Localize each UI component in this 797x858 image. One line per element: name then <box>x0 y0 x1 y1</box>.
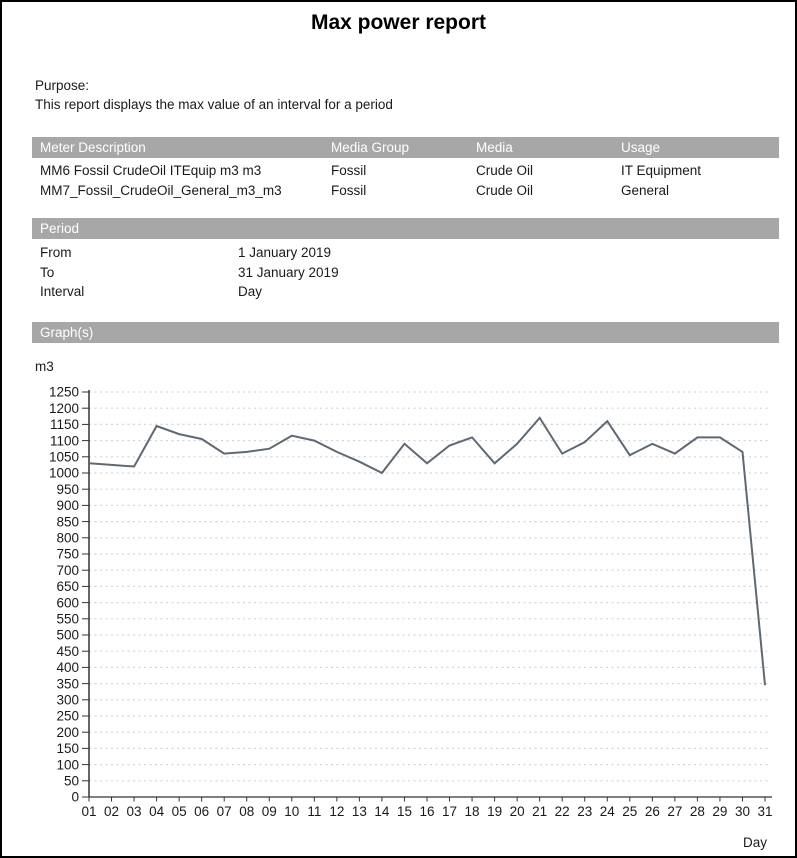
svg-text:15: 15 <box>396 804 412 819</box>
svg-text:300: 300 <box>56 692 79 708</box>
svg-text:14: 14 <box>374 804 390 819</box>
svg-text:1050: 1050 <box>48 449 79 465</box>
svg-text:27: 27 <box>667 804 683 819</box>
period-details <box>32 243 779 302</box>
period-label: To <box>40 264 55 280</box>
svg-text:900: 900 <box>56 498 79 514</box>
svg-text:12: 12 <box>329 804 345 819</box>
svg-text:400: 400 <box>56 660 79 676</box>
x-axis-title: Day <box>742 835 767 850</box>
page-title: Max power report <box>310 11 487 34</box>
svg-text:22: 22 <box>554 804 570 819</box>
meter-table-header-row <box>32 137 779 158</box>
svg-text:750: 750 <box>56 546 79 562</box>
svg-text:18: 18 <box>464 804 480 819</box>
cell-media: Crude Oil <box>476 163 534 178</box>
svg-text:23: 23 <box>577 804 593 819</box>
period-row-interval <box>32 282 779 302</box>
svg-text:09: 09 <box>261 804 277 819</box>
purpose-label: Purpose: <box>35 78 90 93</box>
section-header-period: Period <box>32 218 779 239</box>
table-row <box>32 181 779 201</box>
svg-text:700: 700 <box>56 562 79 578</box>
section-header-graphs: Graph(s) <box>32 322 779 343</box>
chart-canvas <box>2 352 797 827</box>
svg-text:17: 17 <box>442 804 458 819</box>
svg-text:20: 20 <box>509 804 525 819</box>
svg-text:600: 600 <box>56 595 79 611</box>
svg-text:1250: 1250 <box>48 384 79 400</box>
svg-text:02: 02 <box>104 804 120 819</box>
column-header-media-group: Media Group <box>331 140 410 155</box>
svg-text:05: 05 <box>171 804 187 819</box>
svg-text:29: 29 <box>712 804 728 819</box>
period-value: 31 January 2019 <box>238 264 339 280</box>
cell-usage: General <box>621 183 670 198</box>
svg-text:250: 250 <box>56 708 79 724</box>
svg-text:16: 16 <box>419 804 435 819</box>
svg-text:08: 08 <box>239 804 255 819</box>
svg-text:13: 13 <box>351 804 367 819</box>
svg-text:03: 03 <box>126 804 142 819</box>
meter-table <box>32 137 779 201</box>
period-label: Interval <box>40 284 85 299</box>
column-header-media: Media <box>476 140 513 155</box>
svg-text:850: 850 <box>56 514 79 530</box>
svg-text:21: 21 <box>532 804 548 819</box>
meter-table-body <box>32 158 779 201</box>
svg-text:28: 28 <box>689 804 705 819</box>
svg-text:650: 650 <box>56 579 79 595</box>
svg-text:11: 11 <box>307 804 322 819</box>
cell-meter-description: MM6 Fossil CrudeOil ITEquip m3 m3 <box>40 163 262 178</box>
purpose-section <box>35 76 393 114</box>
svg-text:450: 450 <box>56 643 79 659</box>
svg-text:100: 100 <box>56 757 79 773</box>
period-row-to <box>32 263 779 283</box>
svg-text:30: 30 <box>734 804 750 819</box>
period-value: 1 January 2019 <box>238 245 332 260</box>
svg-text:19: 19 <box>487 804 503 819</box>
period-value: Day <box>238 284 263 299</box>
svg-text:350: 350 <box>56 676 79 692</box>
table-row <box>32 161 779 181</box>
svg-text:01: 01 <box>81 804 97 819</box>
svg-text:1100: 1100 <box>49 433 79 449</box>
y-axis-title: m3 <box>35 359 54 374</box>
period-label: From <box>40 245 72 260</box>
svg-text:26: 26 <box>644 804 660 819</box>
cell-media-group: Fossil <box>331 163 367 178</box>
purpose-text: This report displays the max value of an interval for a period <box>35 97 393 112</box>
svg-text:04: 04 <box>149 804 165 819</box>
svg-text:31: 31 <box>757 804 773 819</box>
svg-text:25: 25 <box>622 804 638 819</box>
svg-text:07: 07 <box>216 804 232 819</box>
cell-usage: IT Equipment <box>621 163 702 178</box>
svg-text:150: 150 <box>56 741 79 757</box>
period-row-from <box>32 243 779 263</box>
svg-text:500: 500 <box>56 627 79 643</box>
svg-text:200: 200 <box>56 724 79 740</box>
svg-text:1150: 1150 <box>49 417 79 433</box>
svg-text:1200: 1200 <box>48 400 79 416</box>
svg-text:10: 10 <box>284 804 300 819</box>
svg-text:06: 06 <box>194 804 210 819</box>
svg-text:24: 24 <box>599 804 615 819</box>
svg-text:950: 950 <box>56 481 79 497</box>
svg-text:550: 550 <box>56 611 79 627</box>
cell-media: Crude Oil <box>476 183 534 198</box>
cell-meter-description: MM7_Fossil_CrudeOil_General_m3_m3 <box>40 183 282 198</box>
column-header-usage: Usage <box>621 140 661 155</box>
cell-media-group: Fossil <box>331 183 367 198</box>
svg-text:1000: 1000 <box>48 465 79 481</box>
svg-text:800: 800 <box>56 530 79 546</box>
svg-text:0: 0 <box>71 789 79 805</box>
svg-text:50: 50 <box>63 773 79 789</box>
column-header-meter-description: Meter Description <box>40 140 146 155</box>
